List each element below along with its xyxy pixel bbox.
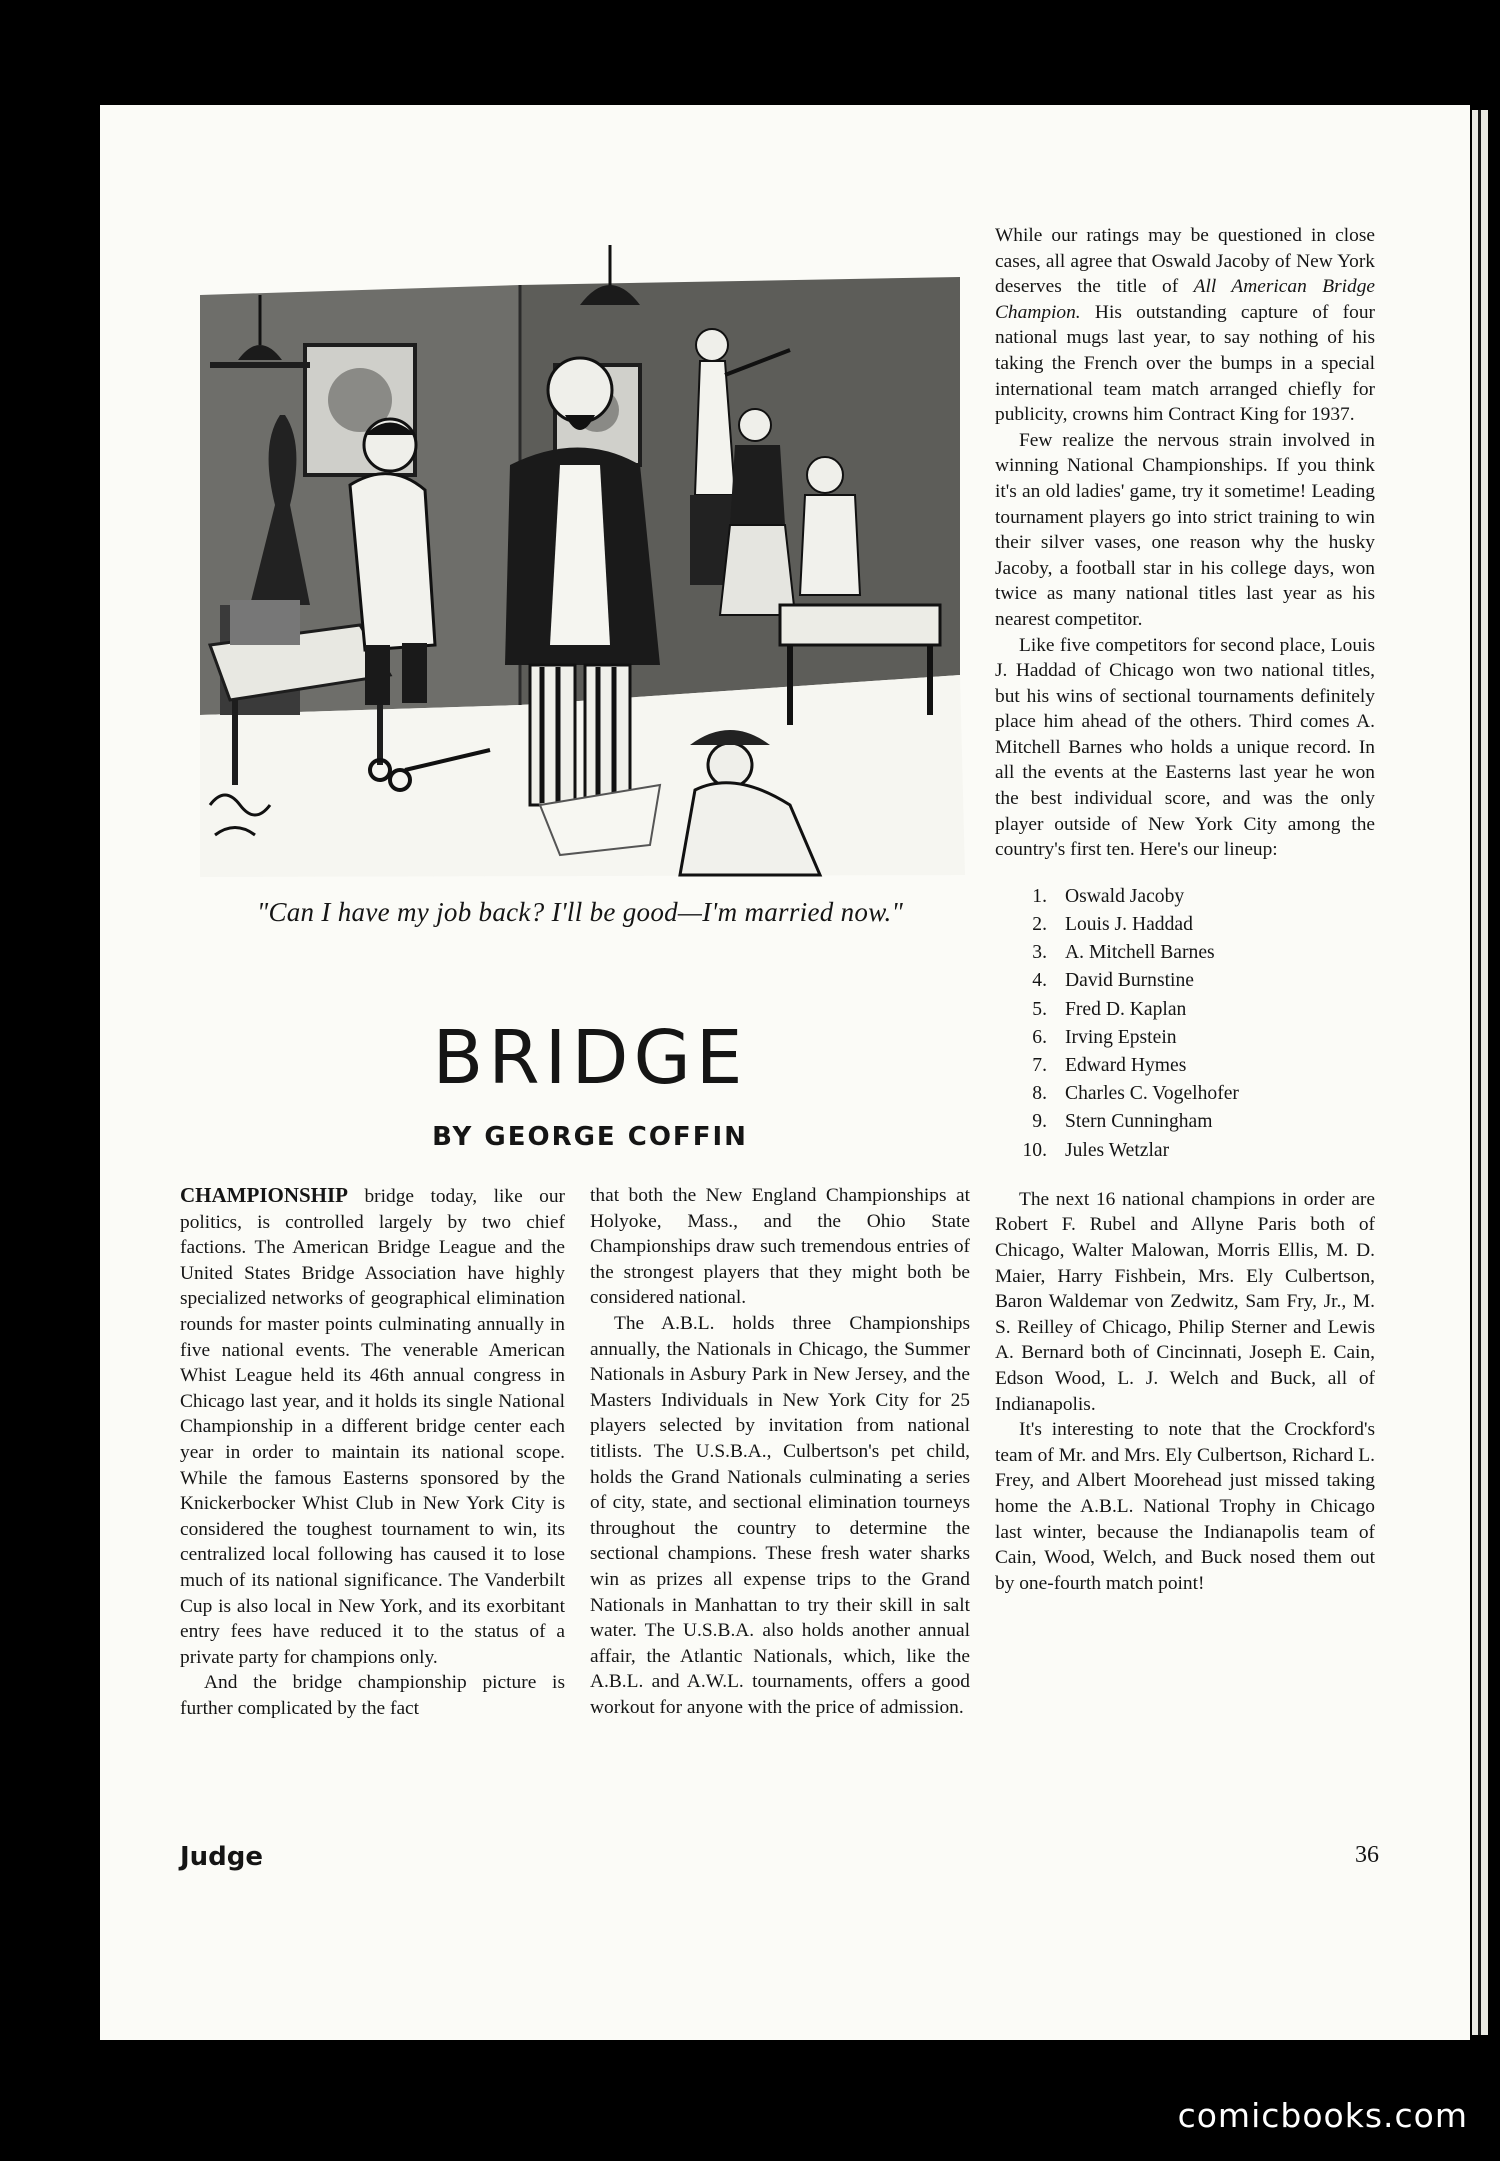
list-item: 10. Jules Wetzlar [1022, 1139, 1170, 1161]
facing-page-gutter [1478, 110, 1481, 2035]
paragraph: The next 16 national champions in order are Robert F. Rubel and Allyne Paris both of Chicago, Walter Malowan, Morris Ellis, M. D. Maier, Harry Fishbein, Mrs. Ely Culbertson, Baron Waldemar von Zedwitz, Sam Fry, Jr., M. S. Reilley of Chicago, Philip Sterner and Lewis A. Bernard both of Cincinnati, Joseph E. Cain, Edson Wood, L. J. Welch and Buck, all of Indianapolis. [995, 1188, 1375, 1415]
list-item: 7. Edward Hymes [1032, 1055, 1187, 1077]
list-item: 8. Charles C. Vogelhofer [1032, 1083, 1239, 1105]
paragraph: The A.B.L. holds three Championships annually, the Nationals in Chicago, the Summer Nationals in Asbury Park in New Jersey, and the Masters Individuals in New York City for 25 players selected by invitation from national titlists. The U.S.B.A., Culbertson's pet child, holds the Grand Nationals culminating a series of city, state, and sectional elimination tourneys throughout the country to determine the sectional champions. These fresh water sharks win as prizes all expense trips to the Grand Nationals in Manhattan to try their skill in salt water. The U.S.B.A. also holds another annual affair, the Atlantic Nationals, which, like the A.B.L. and A.W.L. tournaments, offers a good workout for anyone with the price of admission. [590, 1312, 970, 1718]
paragraph [995, 223, 1375, 428]
player-lineup-list [995, 883, 1375, 1165]
article-column-1 [180, 1183, 565, 1721]
paragraph: And the bridge championship picture is further complicated by the fact [180, 1672, 565, 1719]
list-item: 6. Irving Epstein [1032, 1026, 1177, 1048]
list-item: 4. David Burnstine [1032, 970, 1194, 992]
list-item: 9. Stern Cunningham [1032, 1111, 1213, 1133]
paragraph: Few realize the nervous strain involved in winning National Championships. If you think it's an old ladies' game, try it sometime! Leading tournament players go into strict training to win their silver vases, one reason why the husky Jacoby, a football star in his college days, won twice as many national titles last year as his nearest competitor. [995, 429, 1375, 630]
cartoon-illustration [190, 245, 970, 885]
paragraph: It's interesting to note that the Crockford's team of Mr. and Mrs. Ely Culbertson, Richard L. Frey, and Albert Moorehead just missed taking home the A.B.L. National Trophy in Chicago last winter, because the Indianapolis team of Cain, Wood, Welch, and Buck nosed them out by one-fourth match point! [995, 1419, 1375, 1594]
paragraph-text: His outstanding capture of four national mugs last year, to say nothing of his taking the French over the bumps in a special international team match arranged chiefly for publicity, crowns him Contract King for 1937. [995, 301, 1375, 426]
paragraph [180, 1183, 565, 1670]
paragraph: that both the New England Championships at Holyoke, Mass., and the Ohio State Championships draw such tremendous entries of the strongest players that they might both be considered national. [590, 1185, 970, 1309]
article-column-3 [995, 223, 1375, 1596]
lead-word: CHAMPIONSHIP [180, 1183, 348, 1207]
magazine-name: Judge [180, 1842, 264, 1872]
article-title: BRIDGE [432, 1015, 748, 1101]
article-column-2 [590, 1183, 970, 1720]
page-number: 36 [1355, 1842, 1379, 1868]
list-item: 3. A. Mitchell Barnes [1032, 942, 1215, 964]
paragraph: Like five competitors for second place, Louis J. Haddad of Chicago won two national titles, but his wins of sectional tournaments definitely place him ahead of the others. Third comes A. Mitchell Barnes who holds a unique record. In all the events at the Easterns last year he won the best individual score, and was the only player outside of New York City among the country's first ten. Here's our lineup: [995, 634, 1375, 861]
cartoon-caption: "Can I have my job back? I'll be good—I'm married now." [256, 897, 904, 927]
list-item: 5. Fred D. Kaplan [1032, 998, 1187, 1020]
emphasis-title: All American Bridge Champion. [995, 276, 1376, 323]
paragraph-text: While our ratings may be questioned in close cases, all agree that Oswald Jacoby of New York deserves the title of [995, 225, 1375, 298]
magazine-page [100, 105, 1470, 2040]
list-item: 2. Louis J. Haddad [1032, 914, 1193, 936]
list-item: 1. Oswald Jacoby [1032, 885, 1185, 907]
site-watermark: comicbooks.com [1177, 2096, 1468, 2135]
article-byline: BY GEORGE COFFIN [432, 1122, 748, 1152]
paragraph-text: bridge today, like our politics, is controlled largely by two chief factions. The American Bridge League and the United States Bridge Association have highly specialized networks of geographical elimination rounds for master points culminating annually in five national events. The venerable American Whist League held its 46th annual congress in Chicago last year, and it holds its single National Championship in a different bridge center each year in order to maintain its national scope. While the famous Easterns sponsored by the Knickerbocker Whist Club in New York City is considered the toughest tournament to win, its centralized local following has caused it to lose much of its national significance. The Vanderbilt Cup is also local in New York, and its exorbitant entry fees have reduced it to the status of a private party for champions only. [180, 1186, 565, 1668]
